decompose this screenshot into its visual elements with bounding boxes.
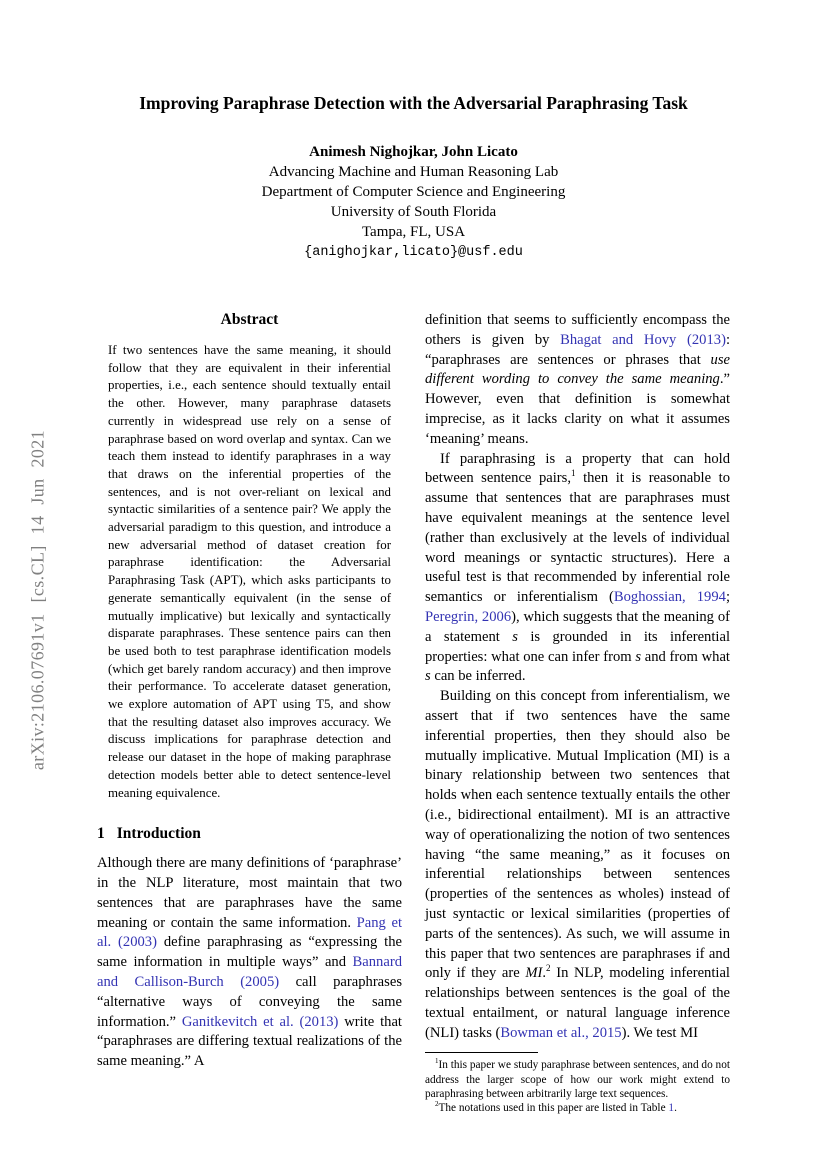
affiliation-lab: Advancing Machine and Human Reasoning Lab — [268, 164, 559, 180]
text-segment: and from what — [641, 648, 730, 665]
right-column — [425, 311, 730, 1115]
text-segment: In this paper we study paraphrase between sentences, and do not address the larger scope of how our work might extend to paraphrasing between arbitrarily large text sequences. — [425, 1059, 730, 1100]
affiliation-university: University of South Florida — [330, 204, 497, 220]
text-segment: ), which suggests that the meaning of a statement — [425, 608, 730, 645]
paper-title: Improving Paraphrase Detection with the Adversarial Paraphrasing Task — [139, 93, 688, 113]
citation-link[interactable]: Bowman et al., 2015 — [500, 1024, 622, 1041]
text-segment: call paraphrases “alternative ways of conveying the same information.” — [97, 974, 402, 1030]
citation-link[interactable]: Boghossian, 1994 — [613, 589, 726, 606]
text-segment: write that “paraphrases are differing textual realizations of the same meaning.” A — [97, 1013, 402, 1070]
citation-link[interactable]: Peregrin, 2006 — [425, 608, 512, 625]
footnote-marker: 2 — [435, 1100, 439, 1109]
section-number: 1 — [97, 825, 105, 843]
text-segment: . — [674, 1102, 677, 1115]
text-segment: definition that seems to sufficiently encompass the others is given by — [425, 312, 730, 348]
footnote-divider — [425, 1052, 538, 1053]
citation-link[interactable]: Bannard and Callison-Burch (2005) — [97, 954, 402, 991]
abstract-text: If two sentences have the same meaning, it should follow that they are equivalent in their inferential properties, i.e., each sentence should textually entail the other. However, many paraphrase datasets currently in widespread use rely on a sense of paraphrase based on word overlap and syntax. Can we teach them instead to identify paraphrases in a way that draws on the inferential properties of the sentences, and is not over-reliant on lexical and syntactic similarities of a sentence pair? We apply the adversarial paradigm to this question, and introduce a new adversarial method of dataset creation for paraphrase identification: the Adversarial Paraphrasing Task (APT), which asks participants to generate semantically equivalent (in the sense of mutually implicative) but lexically and syntactically disparate paraphrases. These sentence pairs can then be used both to test paraphrase identification models (which get barely random accuracy) and then improve their performance. To accelerate dataset generation, we explore automation of APT using T5, and show that the resulting dataset also improves accuracy. We discuss implications for paraphrase detection and release our dataset in the hope of making paraphrase detection models better able to detect sentence-level meaning equivalence. — [108, 343, 391, 800]
citation-link[interactable]: Ganitkevitch et al. (2013) — [181, 1013, 339, 1030]
text-segment: ; — [725, 589, 731, 606]
text-segment: The notations used in this paper are listed in Table — [438, 1102, 669, 1115]
author-names: Animesh Nighojkar, John Licato — [309, 144, 518, 160]
footnote-marker: 1 — [570, 468, 576, 479]
body-paragraph — [425, 311, 730, 450]
left-column — [97, 311, 402, 1115]
citation-link[interactable]: Bhagat and Hovy (2013) — [560, 331, 726, 348]
section-heading-introduction — [97, 825, 402, 843]
italic-text: s — [635, 648, 642, 665]
body-paragraph — [425, 687, 730, 1043]
footnote-1 — [425, 1058, 730, 1101]
introduction-paragraph — [97, 854, 402, 1072]
text-segment: .” However, even that definition is somewhat imprecise, as it lacks clarity on what it assumes ‘meaning’ means. — [425, 371, 730, 447]
affiliation-location: Tampa, FL, USA — [361, 224, 466, 240]
text-segment: then it is reasonable to assume that sentences that are paraphrases must have equivalent meanings at the sentence level (rather than exclusively at the levels of individual word meanings or syntactic structures). Here a useful test is that recommended by inferential role semantics or inferentialism ( — [425, 470, 730, 606]
citation-link[interactable]: Pang et al. (2003) — [97, 914, 402, 951]
text-segment: define paraphrasing as “expressing the same information in multiple ways” and — [97, 934, 402, 971]
text-segment: . — [542, 965, 547, 982]
abstract-heading: Abstract — [220, 311, 279, 328]
italic-text: s — [425, 668, 431, 685]
text-segment: ). We test MI — [621, 1024, 698, 1041]
footnote-marker: 2 — [546, 963, 551, 974]
text-segment: Building on this concept from inferentialism, we assert that if two sentences have the same inferential properties, then they should also be mutually implicative. Mutual Implication (MI) is a binary relationship between two sentences that holds when each sentence textually entails the other (i.e., bidirectional entailment). MI is an attractive way of operationalizing the notion of two sentences having “the same meaning,” as it focuses on inferential relationships between sentences (properties of the sentences as wholes) instead of just syntactic or lexical similarities (properties of parts of the sentences). As such, we will assume in this paper that two sentences are paraphrases if and only if they are — [425, 688, 730, 982]
paper-header — [0, 0, 827, 263]
section-title: Introduction — [116, 825, 201, 843]
italic-text: s — [512, 628, 518, 645]
footnote-marker: 1 — [435, 1057, 439, 1066]
text-segment: Although there are many definitions of ‘paraphrase’ in the NLP literature, most maintain that two sentences that are paraphrases have the same meaning or contain the same information. — [97, 855, 402, 931]
two-column-body — [0, 311, 827, 1115]
citation-link[interactable]: 1 — [668, 1102, 675, 1115]
text-segment: If paraphrasing is a property that can hold between sentence pairs, — [425, 450, 730, 487]
text-segment: can be inferred. — [430, 668, 526, 685]
italic-text: MI — [525, 965, 543, 982]
text-segment: : “paraphrases are sentences or phrases that — [425, 331, 730, 368]
author-email: {anighojkar,licato}@usf.edu — [304, 245, 523, 260]
body-paragraph — [425, 450, 730, 688]
arxiv-watermark: arXiv:2106.07691v1 [cs.CL] 14 Jun 2021 — [27, 429, 48, 771]
italic-text: use different wording to convey the same meaning — [425, 351, 730, 388]
text-segment: In NLP, modeling inferential relationships between sentences is the goal of the textual entailment, or natural language inference (NLI) tasks ( — [425, 965, 730, 1041]
footnote-2 — [425, 1101, 730, 1115]
affiliation-department: Department of Computer Science and Engineering — [261, 184, 566, 200]
text-segment: is grounded in its inferential properties: what one can infer from — [425, 628, 730, 665]
